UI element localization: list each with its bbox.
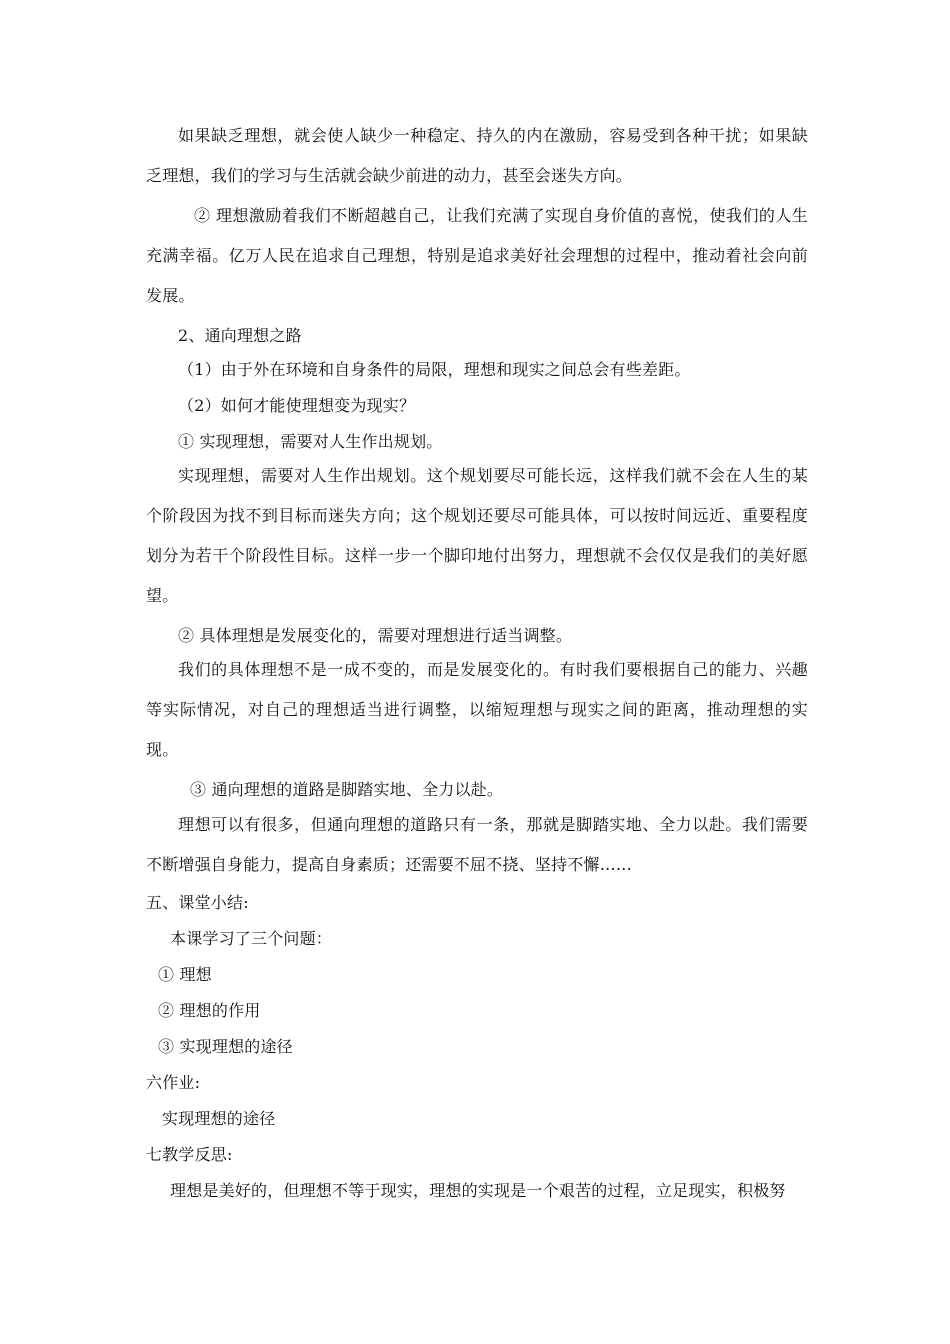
- homework-text: 实现理想的途径: [162, 1109, 276, 1128]
- summary-intro: 本课学习了三个问题：: [170, 929, 333, 948]
- section-heading-homework: 六作业:: [146, 1073, 201, 1092]
- paragraph-adjust-ideals: 我们的具体理想不是一成不变的，而是发展变化的。有时我们要根据自己的能力、兴趣等实际情况，对自己的理想适当进行调整，以缩短理想与现实之间的距离，推动理想的实现。: [146, 660, 808, 759]
- paragraph-lack-of-ideals: 如果缺乏理想，就会使人缺少一种稳定、持久的内在激励，容易受到各种干扰；如果缺乏理想，我们的学习与生活就会缺少前进的动力，甚至会迷失方向。: [146, 126, 808, 185]
- summary-item: ② 理想的作用: [158, 1001, 261, 1020]
- paragraph-ideals-inspire: ② 理想激励着我们不断超越自己，让我们充满了实现自身价值的喜悦，使我们的人生充满幸福。亿万人民在追求自己理想，特别是追求美好社会理想的过程中，推动着社会向前发展。: [146, 206, 808, 305]
- section-heading-path-to-ideals: 2、通向理想之路: [178, 326, 302, 345]
- subpoint-2: （2）如何才能使理想变为现实？: [178, 396, 416, 415]
- summary-item: ③ 实现理想的途径: [158, 1037, 293, 1056]
- section-heading-reflection: 七教学反思:: [146, 1145, 233, 1164]
- subpoint-1: （1）由于外在环境和自身条件的局限，理想和现实之间总会有些差距。: [178, 360, 691, 379]
- paragraph-life-planning: 实现理想，需要对人生作出规划。这个规划要尽可能长远，这样我们就不会在人生的某个阶段因为找不到目标而迷失方向；这个规划还要尽可能具体，可以按时间远近、重要程度划分为若干个阶段性目标。这样一步一个脚印地付出努力，理想就不会仅仅是我们的美好愿望。: [146, 466, 808, 605]
- section-heading-summary: 五、课堂小结:: [146, 893, 249, 912]
- summary-item: ① 理想: [158, 965, 212, 984]
- paragraph-down-to-earth: 理想可以有很多，但通向理想的道路只有一条，那就是脚踏实地、全力以赴。我们需要不断增强自身能力，提高自身素质；还需要不屈不挠、坚持不懈……: [146, 815, 808, 874]
- circled-point-1: ① 实现理想，需要对人生作出规划。: [178, 432, 443, 451]
- circled-point-2: ② 具体理想是发展变化的，需要对理想进行适当调整。: [178, 626, 573, 645]
- paragraph-reflection: 理想是美好的，但理想不等于现实，理想的实现是一个艰苦的过程，立足现实，积极努: [170, 1181, 786, 1200]
- circled-point-3: ③ 通向理想的道路是脚踏实地、全力以赴。: [190, 780, 504, 799]
